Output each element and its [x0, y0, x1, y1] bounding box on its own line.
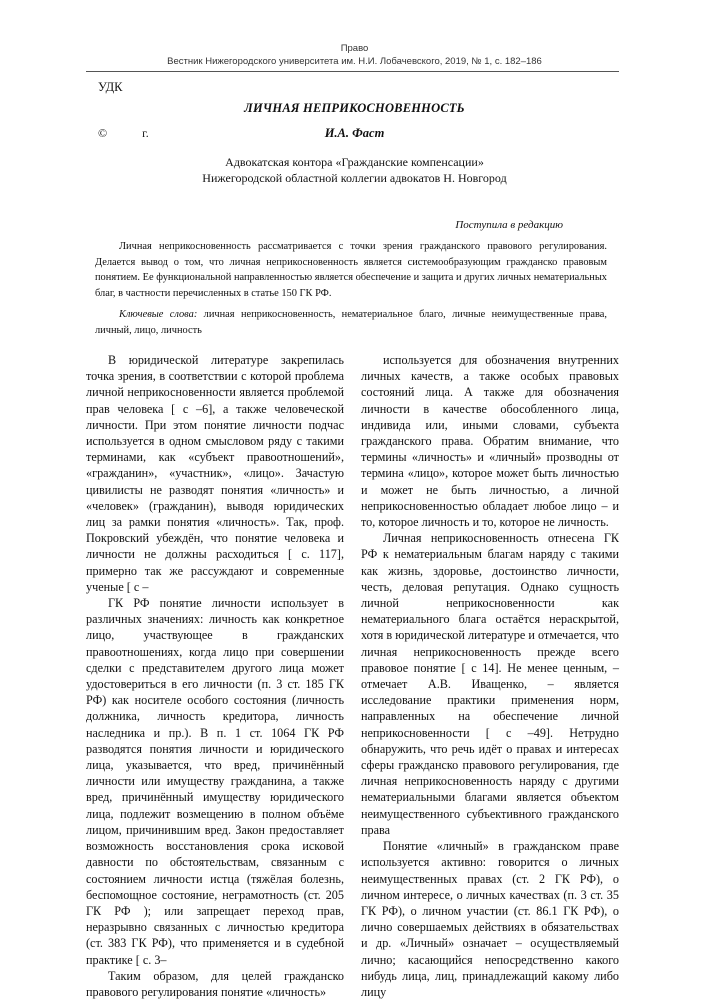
keywords [95, 307, 607, 338]
journal-section: Право [340, 43, 369, 54]
body-column-left [86, 352, 344, 1000]
running-head [0, 42, 709, 68]
paragraph: ГК РФ понятие личности использует в различных значениях: личность как конкретное лицо, участвующее в гражданских правоотношениях, когда лицо при совершении сделки с представителем другого лица может удостовериться в его личности (п. 3 ст. 185 ГК РФ) как носителе особого состояния (личность должника, личность кредитора, личность наследника и пр.). В п. 1 ст. 1064 ГК РФ разводятся понятия личности и юридического лица, указывается, что вред, причинённый личности или имуществу гражданина, а также вред, причинённый имуществу юридического лица, подлежит возмещению в полном объёме лицом, причинившим вред. Закон предоставляет возможность восстановления срока исковой давности по обстоятельствам, связанным с состоянием личности истца (тяжёлая болезнь, беспомощное состояние, неграмотность (ст. 205 ГК РФ ); или запрещает переход прав, неразрывно связанных с личностью кредитора (ст. 383 ГК РФ), что применяется и в судебной практике [ с. 3– [86, 596, 344, 967]
header-rule [86, 71, 619, 72]
paragraph: Понятие «личный» в гражданском праве используется активно: говорится о личных неимущественных правах (ст. 2 ГК РФ), о личном интересе, о личных качествах (п. 3 ст. 35 ГК РФ), о личном участии (ст. 86.1 ГК РФ), о лично совершаемых действиях в обязательствах и др. «Личный» означает – осуществляемый лично; касающийся непосредственно какого нибудь лица, лиц, принадлежащий какому либо лицу [361, 839, 619, 999]
affiliation [0, 154, 709, 186]
copyright-symbol: © [98, 126, 108, 140]
affiliation-line-1: Адвокатская контора «Гражданские компенсации» [225, 155, 484, 169]
paragraph: используется для обозначения внутренних личных качеств, а также особых правовых состояний лица. А также для обозначения личности в качестве обособленного лица, индивида или, иными словами, субъекта гражданского права. Обратим внимание, что термины «личность» и «личный» прозводны от термина «лицо», которое может быть личностью и может не быть личностью, а личной неприкосновенностью обладает любое лицо – и то, которое личность и то, которое не личность. [361, 353, 619, 530]
affiliation-line-2: Нижегородской областной коллегии адвокатов Н. Новгород [202, 171, 507, 185]
author-name: И.А. Фаст [324, 126, 385, 140]
paragraph: Личная неприкосновенность отнесена ГК РФ к нематериальным благам наряду с такими как жизнь, здоровье, достоинство личности, честь, деловая репутация. Однако сущность личной неприкосновенности как нематериального блага остаётся нераскрытой, хотя в юридической литературе и отмечается, что личная неприкосновенность прежде всего правовое понятие [ с 14]. Не менее ценным, – отмечает А.В. Иващенко, – является исследование практики применения норм, направленных на обеспечение личной неприкосновенности [ с –49]. Нетрудно обнаружить, что речь идёт о правах и интересах сферы гражданско правового регулирования, где личная неприкосновенность наряду с другими нематериальными благами является объектом неимущественного субъективного гражданского права [361, 531, 619, 837]
udk-label: УДК [98, 80, 123, 94]
paragraph: Таким образом, для целей гражданско правового регулирования понятие «личность» [86, 968, 344, 999]
keywords-text: личная неприкосновенность, нематериальное благо, личные неимущественные права, личный, лицо, личность [95, 309, 607, 336]
paragraph: В юридической литературе закрепилась точка зрения, в соответствии с которой проблема личной неприкосновенности является проблемой прав человека [ с –6], а также человеческой личности. При этом понятие личности подчас используется в одном смысловом ряду с такими терминами, как «субъект правоотношений», «гражданин», «участник», «лицо». Зачастую цивилисты не разводят понятия «личность» и «человек» (гражданин), выводя юридических лиц за рамки понятия «личность». Так, проф. Покровский убеждён, что понятие человека и личности не должны расходиться [ с. 117], примерно так же рассуждают и современные ученые [ с – [86, 353, 344, 594]
journal-citation: Вестник Нижегородского университета им. Н.И. Лобачевского, 2019, № 1, с. 182–186 [167, 56, 542, 67]
body-column-right [361, 352, 619, 1000]
abstract: Личная неприкосновенность рассматривается с точки зрения гражданского правового регулирования. Делается вывод о том, что личная неприкосновенность является системообразующим гражданско правовым понятием. Ее функциональной направленностью является обеспечение и защита и других личных нематериальных благ, в частности перечисленных в статье 150 ГК РФ. [95, 241, 607, 299]
keywords-label: Ключевые слова: [119, 309, 198, 320]
received-note: Поступила в редакцию [455, 219, 563, 231]
copyright-year: г. [142, 126, 149, 140]
article-title: ЛИЧНАЯ НЕПРИКОСНОВЕННОСТЬ [244, 101, 465, 115]
